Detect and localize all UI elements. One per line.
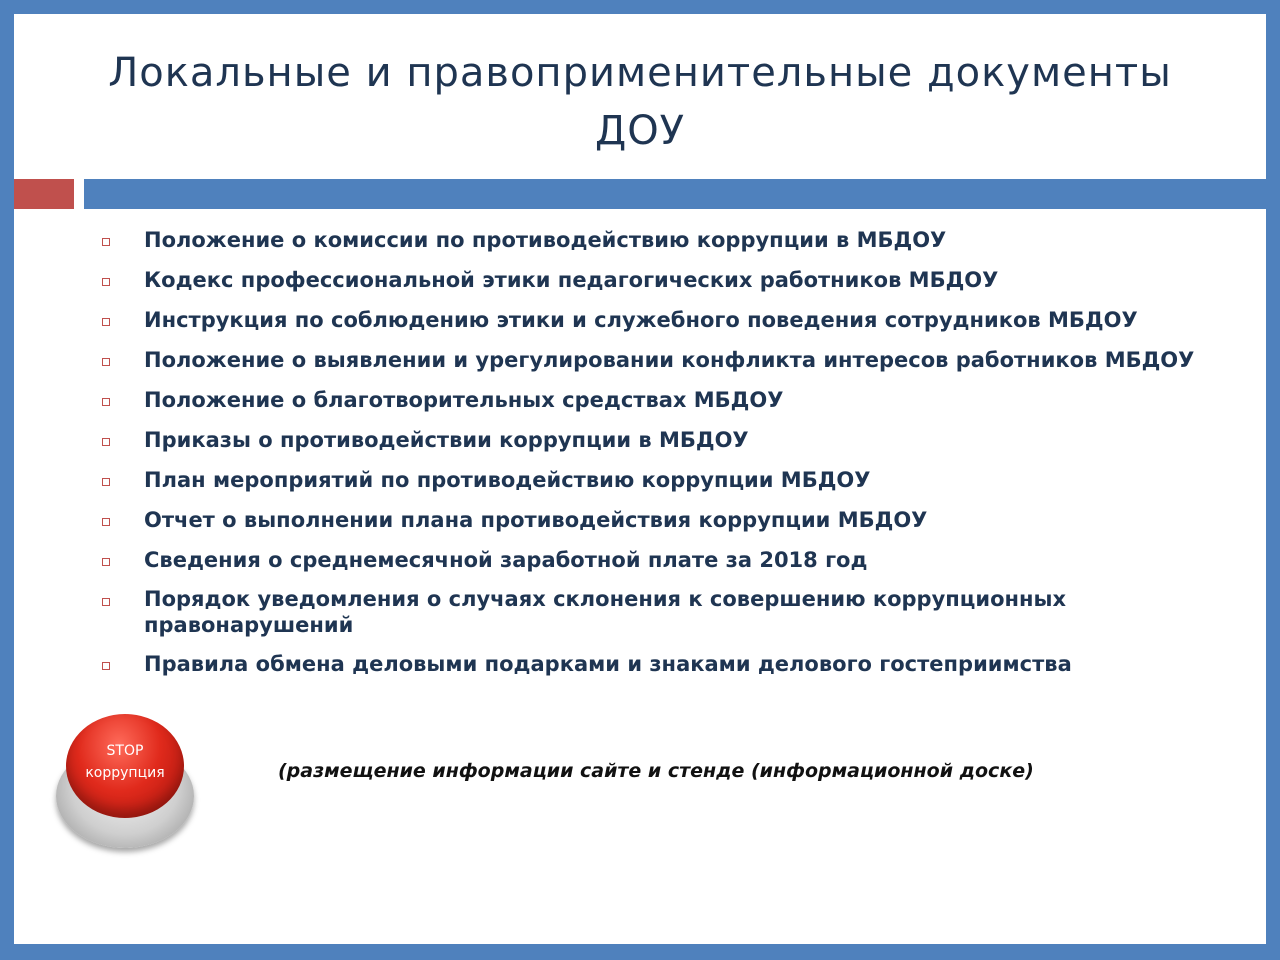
square-bullet-icon [102,398,110,406]
list-item: Порядок уведомления о случаях склонения к совершению коррупционных правонарушений [98,586,1238,638]
square-bullet-icon [102,518,110,526]
stop-button-label-line-1: STOP [106,743,144,759]
slide-title-line-2: ДОУ [594,108,686,154]
list-item: Сведения о среднемесячной заработной плате за 2018 год [98,546,1238,574]
square-bullet-icon [102,558,110,566]
square-bullet-icon [102,438,110,446]
accent-band-blue [84,179,1266,209]
list-item: Кодекс профессиональной этики педагогических работников МБДОУ [98,266,1238,294]
square-bullet-icon [102,358,110,366]
stop-corruption-button-image [54,714,196,848]
square-bullet-icon [102,478,110,486]
placement-note: (размещение информации сайте и стенде (информационной доске) [278,760,1034,782]
list-item: Отчет о выполнении плана противодействия коррупции МБДОУ [98,506,1238,534]
square-bullet-icon [102,662,110,670]
list-item: Положение о комиссии по противодействию коррупции в МБДОУ [98,226,1238,254]
slide [14,14,1266,944]
list-item: План мероприятий по противодействию коррупции МБДОУ [98,466,1238,494]
square-bullet-icon [102,598,110,606]
slide-title [14,44,1266,160]
list-item: Приказы о противодействии коррупции в МБДОУ [98,426,1238,454]
square-bullet-icon [102,318,110,326]
documents-list [98,226,1238,690]
list-item: Положение о благотворительных средствах МБДОУ [98,386,1238,414]
accent-band-red [14,179,74,209]
square-bullet-icon [102,278,110,286]
stop-button-label-line-2: коррупция [85,765,165,781]
list-item: Инструкция по соблюдению этики и служебного поведения сотрудников МБДОУ [98,306,1238,334]
list-item: Правила обмена деловыми подарками и знаками делового гостеприимства [98,650,1238,678]
stop-button-label [66,740,184,784]
slide-title-line-1: Локальные и правоприменительные документы [108,50,1172,96]
list-item: Положение о выявлении и урегулировании конфликта интересов работников МБДОУ [98,346,1238,374]
square-bullet-icon [102,238,110,246]
